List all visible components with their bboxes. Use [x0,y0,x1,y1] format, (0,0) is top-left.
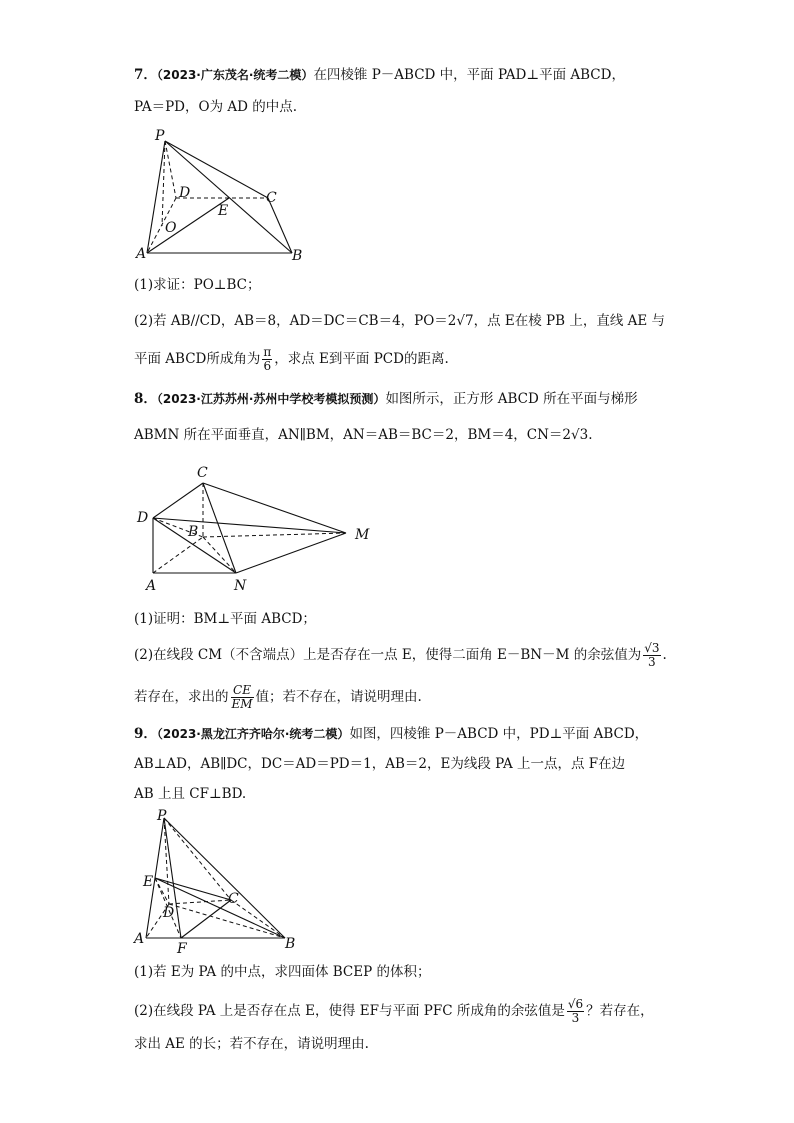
fig9-label-D: D [163,905,175,921]
fig8-label-B: B [188,524,199,540]
problem-8-q2b-pre: 若存在，求出的 [134,689,229,705]
fraction-denominator: 3 [571,1011,580,1025]
problem-7-source: （2023·广东茂名·统考二模） [156,68,314,82]
problem-9-q2a-pre: (2)在线段 PA 上是否存在点 E，使得 EF与平面 PFC 所成角的余弦值是 [134,1003,565,1019]
fraction-numerator: π [263,345,272,359]
fig9-label-A: A [134,931,145,947]
fraction-numerator: CE [231,684,254,698]
fig8-label-N: N [234,578,247,594]
fig7-label-O: O [165,220,177,236]
problem-9-stem3: AB 上且 CF⊥BD. [134,786,247,802]
problem-7-q2a: (2)若 AB//CD，AB＝8，AD＝DC＝CB＝4，PO＝2√7，点 E在棱 PB 上，直线 AE 与 [134,313,666,329]
fig9-label-B: B [285,936,296,952]
problem-8-q1: (1)证明：BM⊥平面 ABCD； [134,611,316,627]
problem-9-q2a [134,998,654,1025]
fig9-label-F: F [177,941,187,957]
problem-7-q2b-post: ，求点 E到平面 PCD的距离. [274,351,449,367]
problem-9-q1: (1)若 E为 PA 的中点，求四面体 BCEP 的体积； [134,964,431,980]
fraction-sqrt6-over-3 [567,998,584,1025]
fig7-label-A: A [136,246,147,262]
fig8-label-C: C [197,465,208,481]
problem-8-stem1: 如图所示，正方形 ABCD 所在平面与梯形 [385,391,638,407]
fig7-label-C: C [266,190,277,206]
problem-8-stem2: ABMN 所在平面垂直，AN∥BM，AN＝AB＝BC＝2，BM＝4，CN＝2√3. [134,427,593,443]
problem-9-source: （2023·黑龙江齐齐哈尔·统考二模） [156,727,350,741]
problem-8-q2b-post: 值；若不存在，请说明理由. [255,689,422,705]
problem-8-source: （2023·江苏苏州·苏州中学校考模拟预测） [156,392,386,406]
fraction-numerator: √6 [567,997,584,1011]
fig7-label-B: B [292,248,303,264]
fig9-label-P: P [157,808,167,824]
fraction-denominator: 6 [263,359,272,373]
problem-7-q1: (1)求证：PO⊥BC； [134,277,261,293]
problem-9-q2b: 求出 AE 的长；若不存在，请说明理由. [134,1036,369,1052]
fig7-label-D: D [179,185,191,201]
problem-7-number: 7． [134,67,157,83]
fraction-denominator: EM [231,697,253,711]
problem-8-q2a-post: . [662,647,667,663]
problem-9-number: 9． [134,726,157,742]
problem-7-q2b-pre: 平面 ABCD所成角为 [134,351,261,367]
problem-9-stem2: AB⊥AD，AB∥DC，DC＝AD＝PD＝1，AB＝2，E为线段 PA 上一点，点 F在边 [134,756,626,772]
problem-9-stem1: 如图，四棱锥 P－ABCD 中，PD⊥平面 ABCD， [349,726,649,742]
problem-7-stem1: 在四棱锥 P－ABCD 中，平面 PAD⊥平面 ABCD， [313,67,625,83]
fig8-label-A: A [146,578,157,594]
fraction-numerator: √3 [644,641,660,655]
fraction-denominator: 3 [648,655,656,669]
problem-9-q2a-post: ？若存在， [586,1003,654,1019]
fig8-label-M: M [355,527,370,543]
fig8-label-D: D [137,510,149,526]
fig7-label-E: E [218,203,229,219]
problem-7-stem2: PA＝PD，O为 AD 的中点. [134,99,298,115]
fig9-label-C: C [228,891,239,907]
fig9-label-E: E [143,874,154,890]
problem-8-q2a-pre: (2)在线段 CM（不含端点）上是否存在一点 E，使得二面角 E－BN－M 的余弦值为 [134,647,642,663]
fig7-label-P: P [155,128,165,144]
problem-8-number: 8． [134,391,157,407]
